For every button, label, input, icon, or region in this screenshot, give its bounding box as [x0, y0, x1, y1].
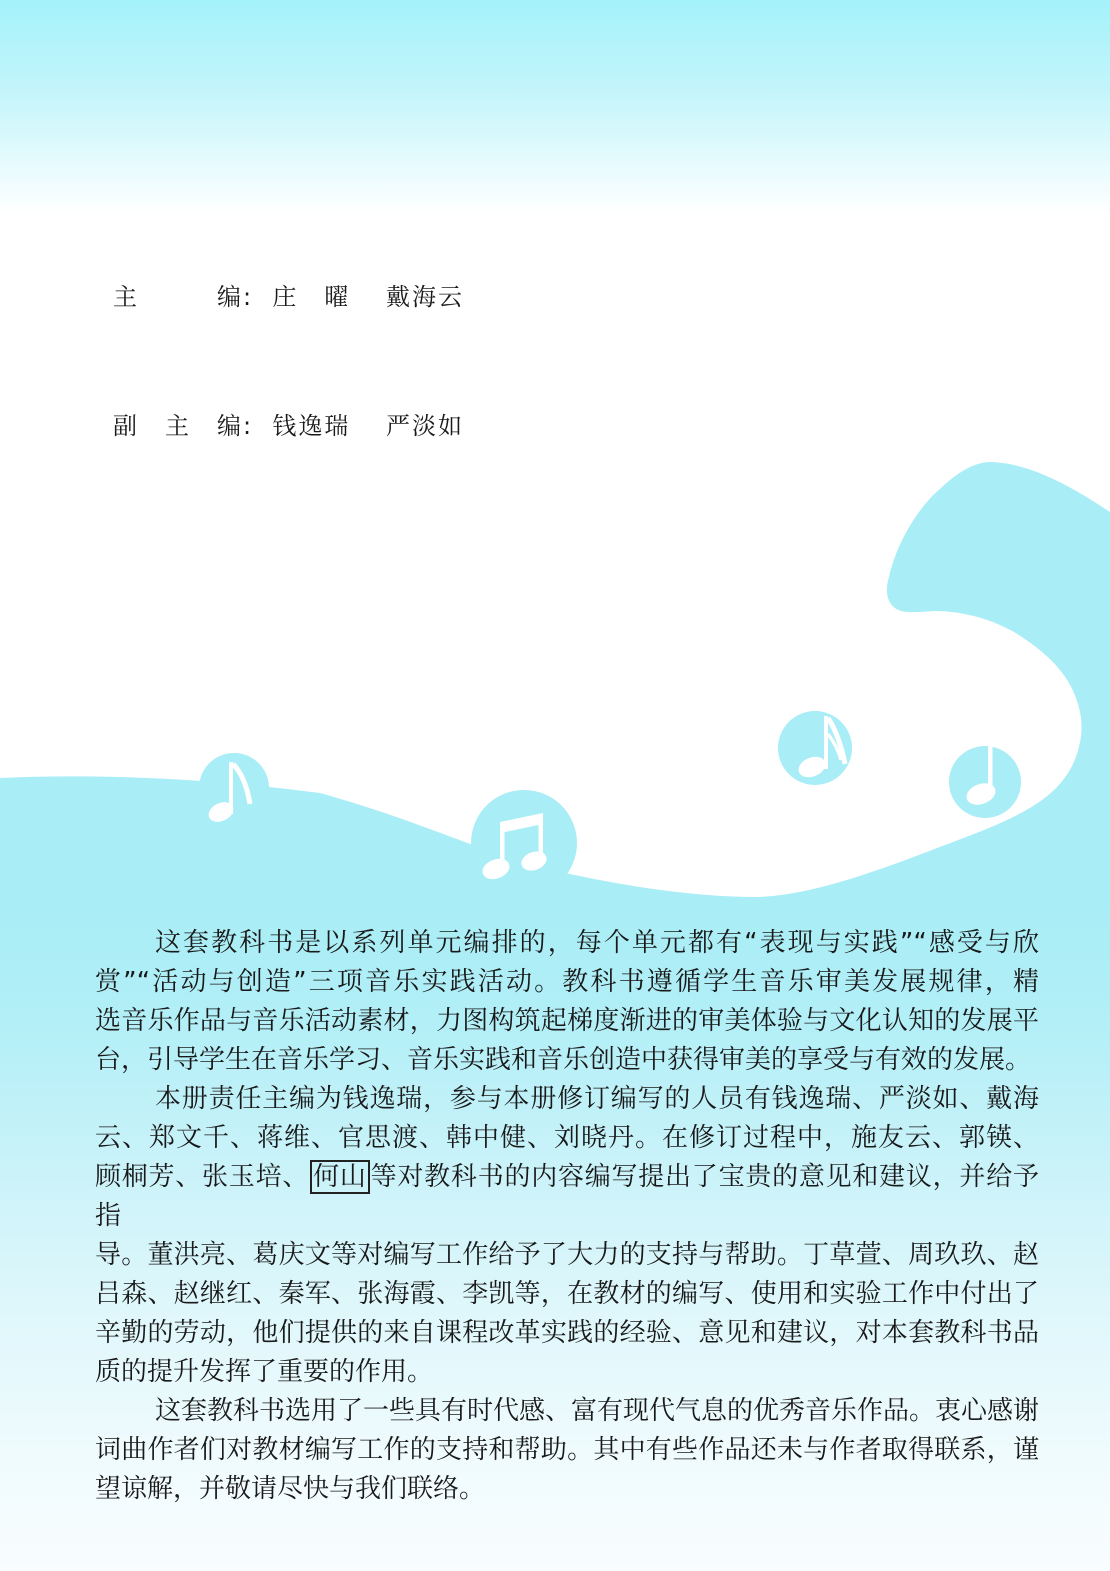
- text-segment: 台，引导学生在音乐学习、音乐实践和音乐创造中获得审美的享受与有效的发展。: [95, 1045, 1032, 1075]
- text-segment: 选音乐作品与音乐活动素材，力图构筑起梯度渐进的审美体验与文化认知的发展平: [95, 1006, 1039, 1036]
- text-segment: 这套教科书选用了一些具有时代感、富有现代气息的优秀音乐作品。衷心感谢: [155, 1396, 1040, 1426]
- chief-editor-line: 主 编: 庄 曜 戴海云: [113, 283, 464, 311]
- text-segment: 质的提升发挥了重要的作用。: [95, 1357, 434, 1387]
- text-segment: 这套教科书是以系列单元编排的，每个单元都有“表现与实践”“感受与欣: [155, 928, 1039, 958]
- paragraph-line: [95, 1002, 1039, 1041]
- paragraph-line: [95, 1353, 1039, 1392]
- boxed-name: 何山: [310, 1160, 370, 1194]
- paragraph-line: [95, 1314, 1039, 1353]
- text-segment: 等对教科书的内容编写提出了宝贵的意见和建议，并给予指: [95, 1162, 1039, 1231]
- preface: [95, 924, 1039, 1509]
- editors-block: [113, 190, 464, 534]
- text-segment: 本册责任主编为钱逸瑞，参与本册修订编写的人员有钱逸瑞、严淡如、戴海: [155, 1084, 1039, 1114]
- paragraph-line: [95, 1275, 1039, 1314]
- note-circle-beamed: [471, 790, 577, 896]
- paragraph-line: [95, 1470, 1039, 1509]
- text-segment: 云、郑文千、蒋维、官思渡、韩中健、刘晓丹。在修订过程中，施友云、郭锳、: [95, 1123, 1039, 1153]
- text-segment: 顾桐芳、张玉培、: [95, 1162, 310, 1192]
- paragraph-line: [95, 1158, 1039, 1236]
- deputy-editor-line: 副 主 编: 钱逸瑞 严淡如: [113, 412, 464, 440]
- paragraph-line: [95, 1431, 1039, 1470]
- paragraph-line: [95, 1236, 1039, 1275]
- note-circle-quarter: [949, 746, 1021, 818]
- text-segment: 赏”“活动与创造”三项音乐实践活动。教科书遵循学生音乐审美发展规律，精: [95, 967, 1039, 997]
- paragraph-line: [95, 1080, 1039, 1119]
- paragraph-line: [95, 963, 1039, 1002]
- text-segment: 导。董洪亮、葛庆文等对编写工作给予了大力的支持与帮助。丁草萱、周玖玖、赵: [95, 1240, 1039, 1270]
- paragraph-line: [95, 1041, 1039, 1080]
- text-segment: 望谅解，并敬请尽快与我们联络。: [95, 1474, 486, 1504]
- text-segment: 辛勤的劳动，他们提供的来自课程改革实践的经验、意见和建议，对本套教科书品: [95, 1318, 1039, 1348]
- text-segment: 吕森、赵继红、秦军、张海霞、李凯等，在教材的编写、使用和实验工作中付出了: [95, 1279, 1039, 1309]
- paragraph-line: [95, 1392, 1039, 1431]
- text-segment: 词曲作者们对教材编写工作的支持和帮助。其中有些作品还未与作者取得联系，谨: [95, 1435, 1039, 1465]
- paragraph-line: [95, 1119, 1039, 1158]
- paragraph-line: [95, 924, 1039, 963]
